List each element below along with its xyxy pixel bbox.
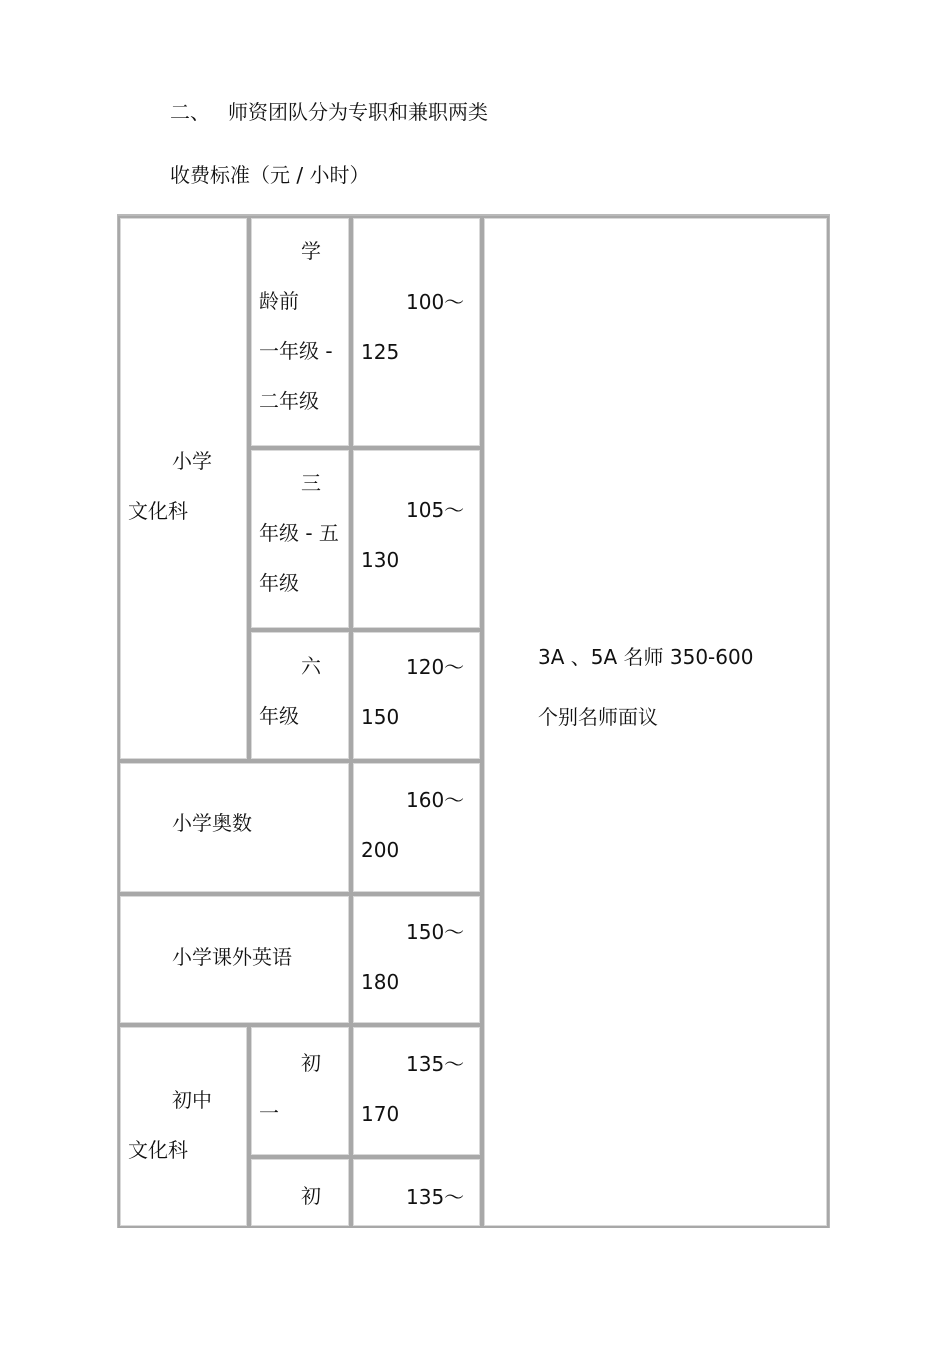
price-cell-junior-2	[351, 1157, 482, 1228]
famous-teacher-rate: 3A 、5A 名师 350-600	[538, 645, 754, 669]
grade-cell-junior-1	[249, 1025, 351, 1157]
price-value: 105～	[406, 498, 465, 522]
grade-cell-preschool-g2	[249, 216, 351, 448]
primary-english-label: 小学课外英语	[172, 945, 292, 969]
price-cell-g3-g5	[351, 448, 482, 630]
primary-culture-label-2: 文化科	[128, 499, 188, 523]
grade-line: 二年级	[259, 389, 319, 413]
price-value: 135～	[406, 1052, 465, 1076]
price-value: 170	[361, 1102, 400, 1126]
price-value: 120～	[406, 655, 465, 679]
grade-line: 学	[301, 239, 321, 263]
grade-line: 年级	[259, 704, 299, 728]
fee-standard-subheading: 收费标准（元 / 小时）	[170, 163, 370, 187]
grade-line: 初	[301, 1184, 321, 1208]
price-value: 130	[361, 548, 400, 572]
primary-culture-cell	[118, 216, 249, 761]
price-value: 125	[361, 340, 400, 364]
grade-line: 年级 - 五	[259, 521, 339, 545]
grade-line: 一	[259, 1101, 279, 1125]
primary-olympiad-cell	[118, 761, 351, 894]
grade-cell-junior-2	[249, 1157, 351, 1228]
price-value: 150～	[406, 920, 465, 944]
heading-title: 师资团队分为专职和兼职两类	[228, 100, 488, 124]
primary-english-cell	[118, 894, 351, 1025]
price-cell-junior-1	[351, 1025, 482, 1157]
price-value: 200	[361, 838, 400, 862]
primary-olympiad-label: 小学奥数	[172, 811, 252, 835]
famous-teacher-note: 个别名师面议	[538, 705, 658, 729]
price-value: 100～	[406, 290, 465, 314]
grade-line: 六	[301, 654, 321, 678]
famous-teacher-cell	[482, 216, 829, 1228]
grade-line: 龄前	[259, 289, 299, 313]
price-cell-g6	[351, 630, 482, 761]
price-value: 135～	[406, 1185, 465, 1209]
heading-number: 二、	[170, 100, 210, 124]
price-value: 160～	[406, 788, 465, 812]
junior-culture-label-2: 文化科	[128, 1138, 188, 1162]
price-value: 180	[361, 970, 400, 994]
grade-cell-g3-g5	[249, 448, 351, 630]
grade-line: 一年级 -	[259, 339, 333, 363]
grade-line: 初	[301, 1051, 321, 1075]
grade-line: 三	[301, 471, 321, 495]
grade-line: 年级	[259, 571, 299, 595]
junior-culture-cell	[118, 1025, 249, 1228]
price-value: 150	[361, 705, 400, 729]
primary-english-price-cell	[351, 894, 482, 1025]
price-cell-preschool-g2	[351, 216, 482, 448]
primary-culture-label-1: 小学	[172, 449, 212, 473]
primary-olympiad-price-cell	[351, 761, 482, 894]
junior-culture-label-1: 初中	[172, 1088, 212, 1112]
grade-cell-g6	[249, 630, 351, 761]
